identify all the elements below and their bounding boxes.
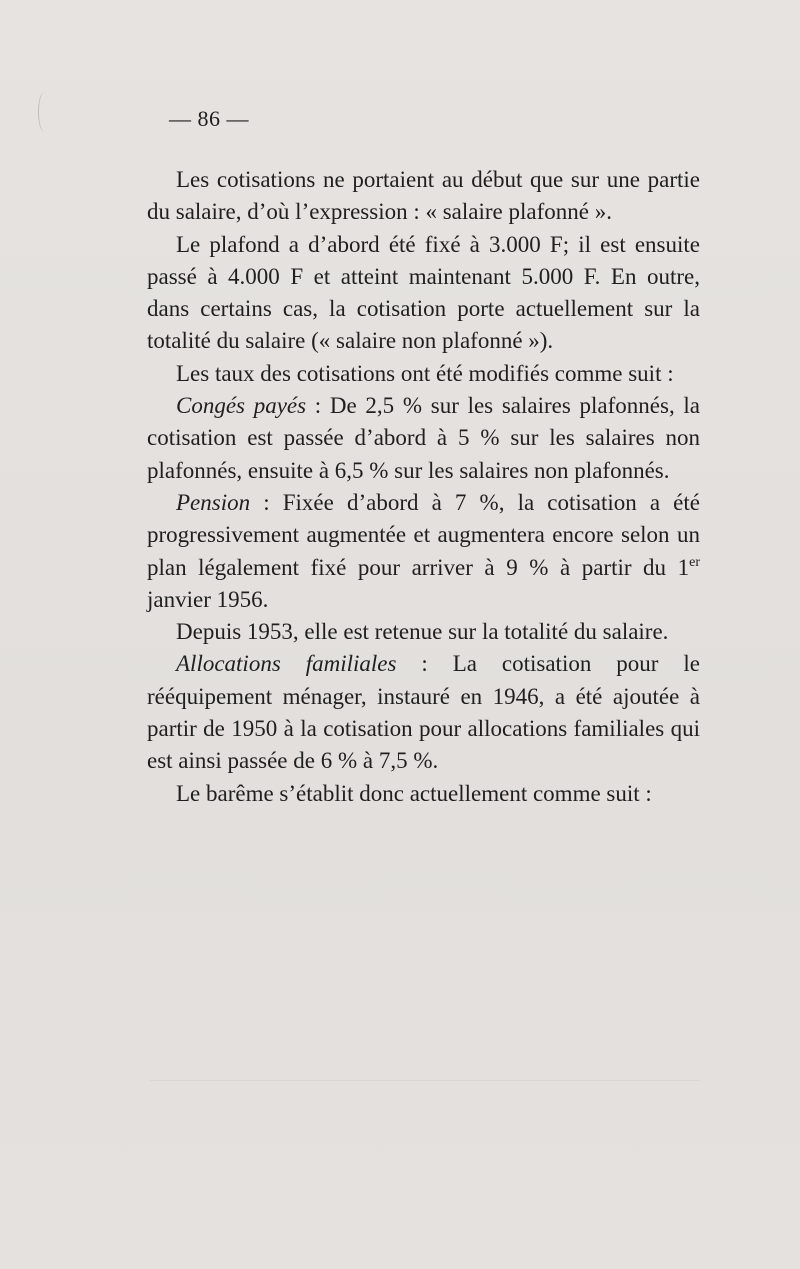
allocations-text: : La cotisation pour le rééquipement ménager, instauré en 1946, a été ajoutée à partir de 1950 à la cotisation pour allocations familiales qui est ainsi passée de 6 % à 7,5 %. (147, 651, 700, 774)
paragraph-pension (147, 487, 700, 616)
paragraph-allocations (147, 648, 700, 777)
paragraph-3: Les taux des cotisations ont été modifiés comme suit : (176, 360, 674, 386)
page-number: — 86 — (169, 106, 249, 131)
paragraph-conges-payes (147, 390, 700, 487)
pension-superscript: er (689, 554, 700, 570)
conges-payes-text: : De 2,5 % sur les salaires plafonnés, la cotisation est passée d’abord à 5 % sur les salaires non plafonnés, ensuite à 6,5 % sur les salaires non plafonnés. (147, 393, 701, 483)
pension-heading: Pension (176, 489, 251, 515)
pension-tail: janvier 1956. (147, 586, 269, 612)
paragraph-1: Les cotisations ne portaient au début que sur une partie du salaire, d’où l’expression : « salaire plafonné ». (147, 167, 700, 225)
conges-payes-heading: Congés payés (176, 393, 307, 419)
paragraph-2: Le plafond a d’abord été fixé à 3.000 F; il est ensuite passé à 4.000 F et atteint maintenant 5.000 F. En outre, dans certains cas, la cotisation porte actuellement sur la totalité du salaire (« salaire non plafonné »). (147, 231, 700, 354)
paragraph-depuis-1953: Depuis 1953, elle est retenue sur la totalité du salaire. (176, 619, 669, 645)
body-text (147, 164, 700, 810)
pension-text: : Fixée d’abord à 7 %, la cotisation a été progressivement augmentée et augmentera encore selon un plan légalement fixé pour arriver à 9 % à partir du 1 (147, 489, 700, 580)
paragraph-bareme: Le barême s’établit donc actuellement comme suit : (176, 780, 652, 806)
bleed-through-area (150, 1080, 700, 1131)
page-edge-mark (38, 92, 51, 132)
allocations-heading: Allocations familiales (176, 651, 397, 677)
